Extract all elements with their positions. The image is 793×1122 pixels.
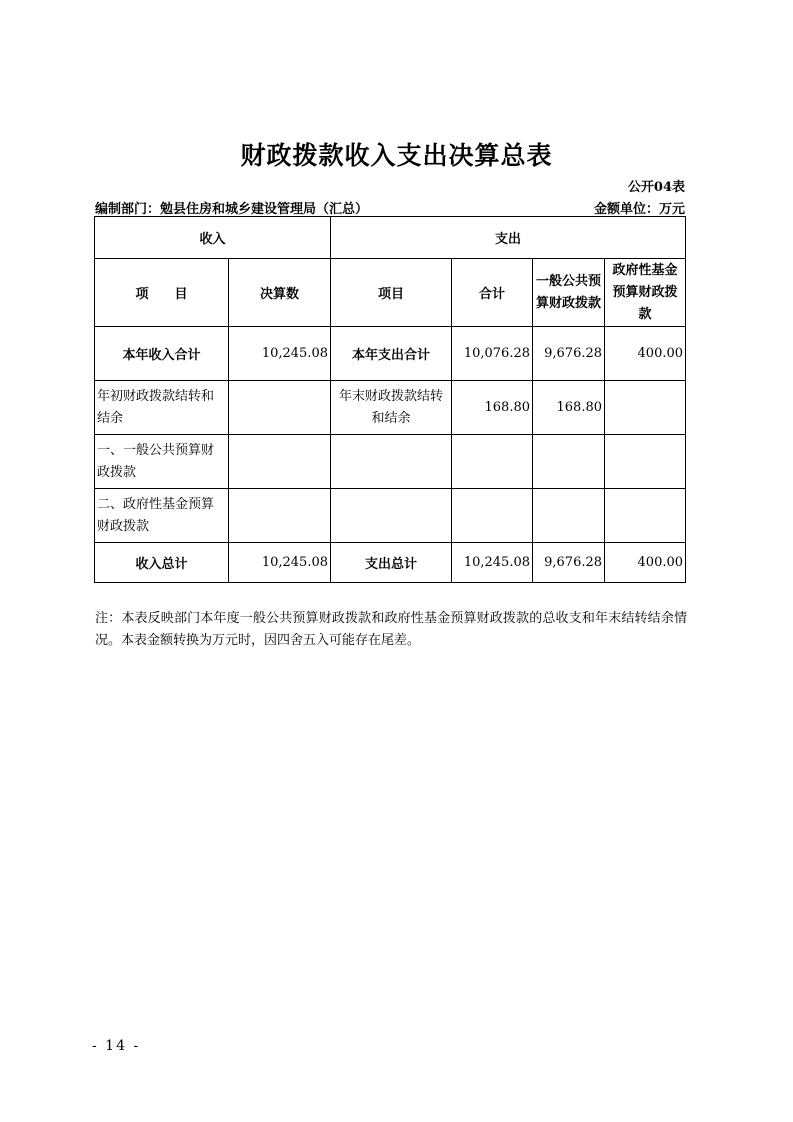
empty-cell: [331, 435, 452, 489]
empty-cell: [331, 489, 452, 543]
department-label: 编制部门：勉县住房和城乡建设管理局（汇总）: [95, 202, 369, 217]
footnote: 注：本表反映部门本年度一般公共预算财政拨款和政府性基金预算财政拨款的总收支和年末结转结余情况。本表金额转换为万元时，因四舍五入可能存在尾差。: [95, 611, 687, 648]
income-amount-header: 决算数: [229, 259, 331, 327]
page-title: 财政拨款收入支出决算总表: [240, 141, 553, 170]
fund-value: 400.00: [605, 327, 686, 381]
table-id: 公开04表: [627, 180, 685, 195]
income-item-header: 项 目: [95, 259, 229, 327]
total-value: 10,245.08: [452, 543, 533, 583]
total-value: 168.80: [452, 381, 533, 435]
unit-label: 金额单位：万元: [593, 202, 685, 217]
expense-label: 年末财政拨款结转和结余: [331, 381, 452, 435]
general-value: 168.80: [533, 381, 605, 435]
expense-label: 本年支出合计: [331, 327, 452, 381]
empty-cell: [229, 435, 331, 489]
page-number: - 14 -: [92, 1038, 141, 1054]
empty-cell: [533, 435, 605, 489]
income-label: 一、一般公共预算财政拨款: [95, 435, 229, 489]
income-label: 年初财政拨款结转和结余: [95, 381, 229, 435]
expense-item-header: 项目: [331, 259, 452, 327]
general-value: 9,676.28: [533, 327, 605, 381]
total-header: 合计: [452, 259, 533, 327]
empty-cell: [452, 435, 533, 489]
table-row-general-public: [95, 435, 686, 489]
header-row-top: [95, 217, 686, 259]
income-label: 收入总计: [95, 543, 229, 583]
table-row-carryover: [95, 381, 686, 435]
budget-table: [94, 216, 686, 583]
empty-cell: [229, 489, 331, 543]
table-row-annual: [95, 327, 686, 381]
expense-header: 支出: [331, 217, 686, 259]
income-value: 10,245.08: [229, 543, 331, 583]
empty-cell: [605, 489, 686, 543]
fund-value: 400.00: [605, 543, 686, 583]
income-label: 本年收入合计: [95, 327, 229, 381]
income-value: 10,245.08: [229, 327, 331, 381]
income-value: [229, 381, 331, 435]
general-budget-header: 一般公共预算财政拨款: [533, 259, 605, 327]
header-row-sub: [95, 259, 686, 327]
fund-value: [605, 381, 686, 435]
table-row-grand-total: [95, 543, 686, 583]
empty-cell: [533, 489, 605, 543]
empty-cell: [452, 489, 533, 543]
gov-fund-header: 政府性基金预算财政拨款: [605, 259, 686, 327]
expense-label: 支出总计: [331, 543, 452, 583]
general-value: 9,676.28: [533, 543, 605, 583]
income-label: 二、政府性基金预算财政拨款: [95, 489, 229, 543]
table-row-gov-fund: [95, 489, 686, 543]
total-value: 10,076.28: [452, 327, 533, 381]
empty-cell: [605, 435, 686, 489]
income-header: 收入: [95, 217, 331, 259]
